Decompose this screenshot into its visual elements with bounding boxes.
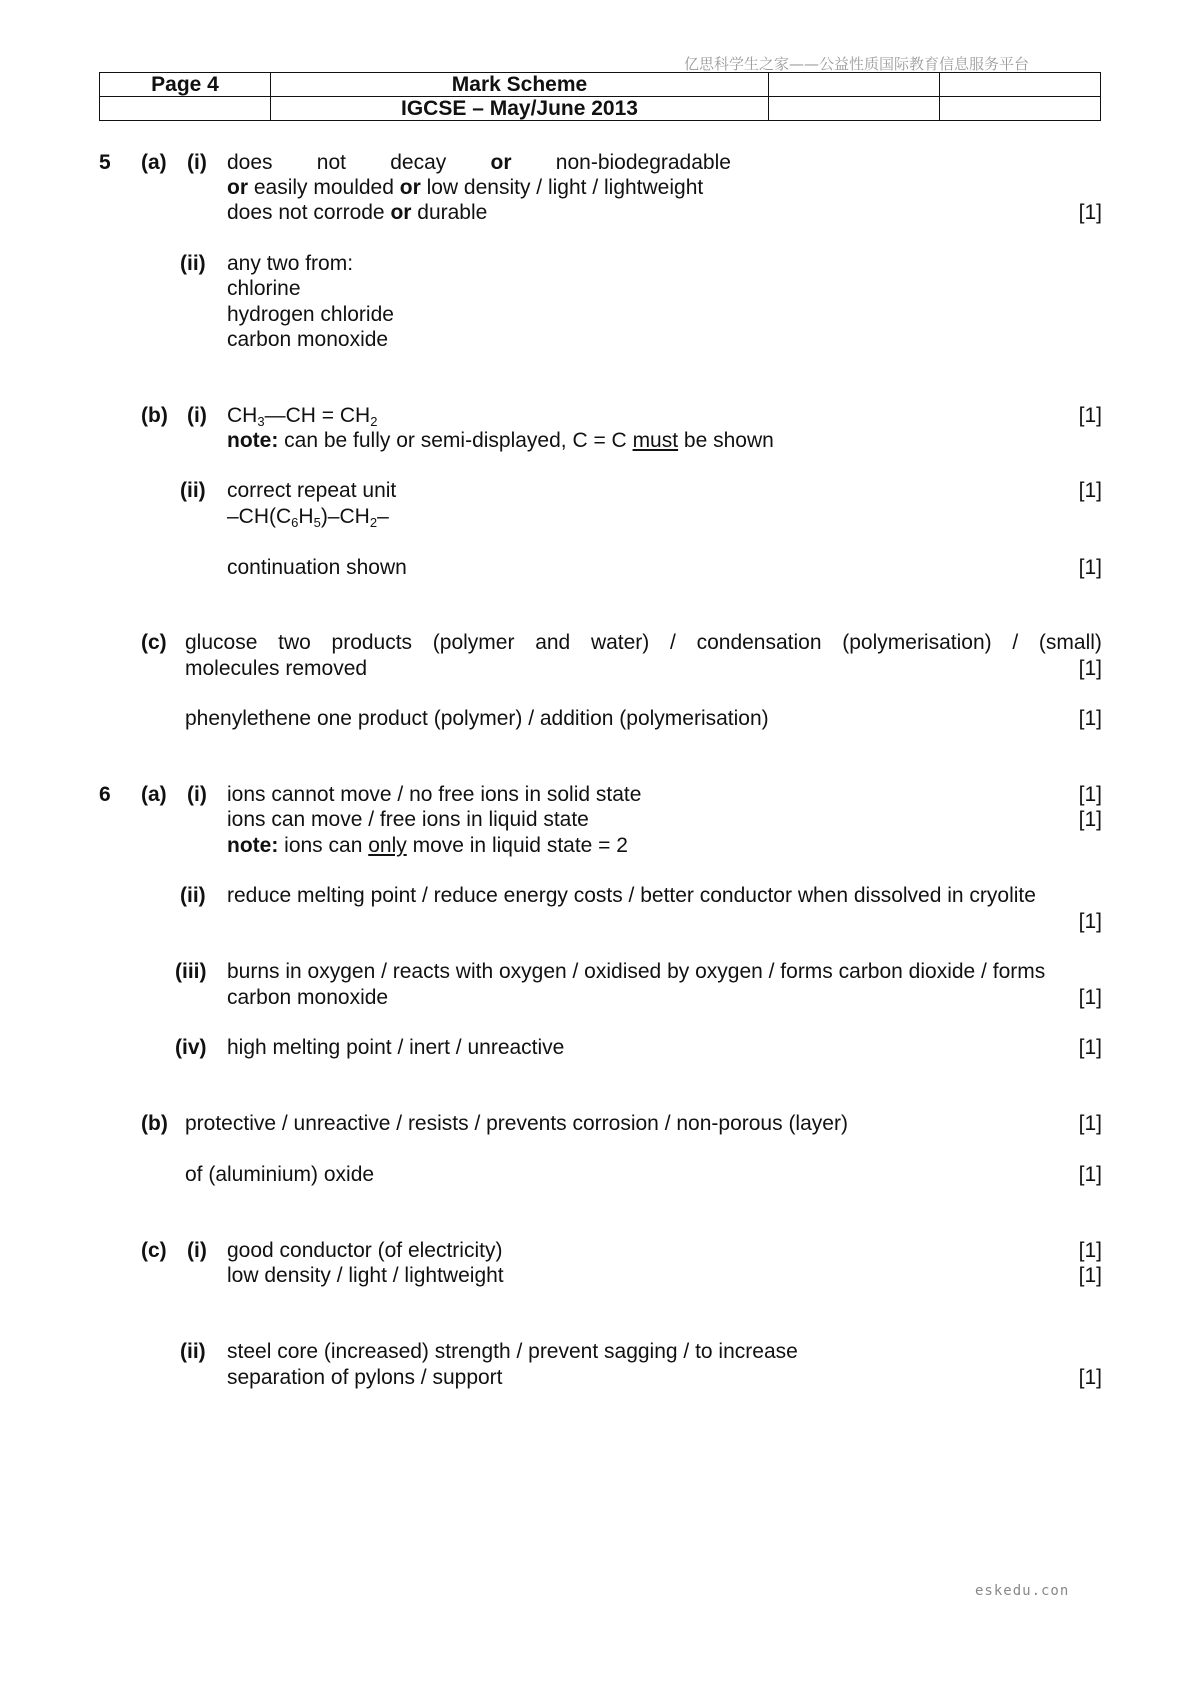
mark: [1] <box>1078 479 1102 502</box>
subpart-label: (i) <box>187 404 207 427</box>
question-number: 6 <box>99 783 111 806</box>
part-label: (b) <box>141 1112 168 1135</box>
note-underlined: must <box>632 429 679 452</box>
subpart-label: (i) <box>187 151 207 174</box>
note-underlined: only <box>368 834 407 857</box>
chemical-formula <box>227 504 389 530</box>
formula-subscript: 2 <box>369 515 378 530</box>
subpart-label: (i) <box>187 1239 207 1262</box>
answer-line <box>185 630 1102 656</box>
answer-line: correct repeat unit <box>227 479 397 502</box>
answer-word: non-biodegradable <box>555 151 731 174</box>
formula-subscript: 5 <box>313 515 321 530</box>
note-label: note: <box>227 834 279 857</box>
answer-word: products <box>331 631 413 654</box>
watermark: 亿思科学生之家——公益性质国际教育信息服务平台 <box>684 55 1030 73</box>
mark: [1] <box>1078 910 1102 933</box>
subpart-label: (i) <box>187 783 207 806</box>
keyword-or: or <box>390 201 412 224</box>
subpart-label: (iv) <box>175 1036 207 1059</box>
note-text: ions can <box>278 834 369 857</box>
subpart-label: (iii) <box>175 960 207 983</box>
answer-line: molecules removed <box>185 657 368 680</box>
answer-word: (polymer <box>432 631 515 654</box>
answer-line: carbon monoxide <box>227 986 389 1009</box>
answer-line: protective / unreactive / resists / prevents corrosion / non-porous (layer) <box>185 1112 848 1135</box>
answer-text: easily moulded <box>248 176 400 199</box>
mark: [1] <box>1078 1036 1102 1059</box>
mark: [1] <box>1078 986 1102 1009</box>
subpart-label: (ii) <box>180 884 206 907</box>
header-empty-cell <box>100 97 271 121</box>
answer-word: does <box>227 151 273 174</box>
subpart-label: (ii) <box>180 252 206 275</box>
answer-line: ions cannot move / no free ions in solid state <box>227 783 642 806</box>
answer-line: separation of pylons / support <box>227 1366 503 1389</box>
mark: [1] <box>1078 783 1102 806</box>
answer-line: phenylethene one product (polymer) / addition (polymerisation) <box>185 707 769 730</box>
mark: [1] <box>1078 1112 1102 1135</box>
formula-subscript: 2 <box>370 414 378 429</box>
subpart-label: (ii) <box>180 479 206 502</box>
chemical-formula <box>227 403 377 429</box>
note-line <box>227 833 628 859</box>
header-empty-cell <box>940 97 1101 121</box>
subpart-label: (ii) <box>180 1340 206 1363</box>
answer-word: not <box>316 151 346 174</box>
answer-line <box>227 200 487 226</box>
answer-line: hydrogen chloride <box>227 303 394 326</box>
mark: [1] <box>1078 707 1102 730</box>
mark: [1] <box>1078 556 1102 579</box>
formula-subscript: 3 <box>257 414 265 429</box>
answer-word: condensation <box>696 631 822 654</box>
header-title: Mark Scheme <box>271 73 769 97</box>
answer-word: two <box>278 631 311 654</box>
part-label: (a) <box>141 151 167 174</box>
formula-subscript: 6 <box>291 515 299 530</box>
answer-line: reduce melting point / reduce energy costs / better conductor when dissolved in cryolite <box>227 884 1036 907</box>
answer-line: burns in oxygen / reacts with oxygen / oxidised by oxygen / forms carbon dioxide / forms <box>227 960 1046 983</box>
note-label: note: <box>227 429 279 452</box>
exam-session: IGCSE – May/June 2013 <box>271 97 769 121</box>
answer-line: chlorine <box>227 277 301 300</box>
mark: [1] <box>1078 808 1102 831</box>
answer-line: low density / light / lightweight <box>227 1264 504 1287</box>
answer-word: or <box>490 151 512 174</box>
answer-text: low density / light / lightweight <box>420 176 704 199</box>
answer-word: (polymerisation) <box>842 631 992 654</box>
formula-part: )–CH <box>320 505 370 528</box>
header-table <box>99 72 1101 121</box>
answer-line: high melting point / inert / unreactive <box>227 1036 565 1059</box>
mark: [1] <box>1078 201 1102 224</box>
formula-part: H <box>298 505 314 528</box>
answer-line: ions can move / free ions in liquid state <box>227 808 589 831</box>
mark: [1] <box>1078 404 1102 427</box>
answer-line: continuation shown <box>227 556 407 579</box>
header-empty-cell <box>769 97 940 121</box>
page-number: Page 4 <box>100 73 271 97</box>
note-text: be shown <box>678 429 774 452</box>
mark: [1] <box>1078 1264 1102 1287</box>
answer-word: / <box>670 631 676 654</box>
answer-word: water) <box>590 631 650 654</box>
answer-line <box>227 150 731 176</box>
note-text: can be fully or semi-displayed, C = C <box>278 429 633 452</box>
answer-line: carbon monoxide <box>227 328 389 351</box>
formula-part: —CH = CH <box>264 404 371 427</box>
keyword-or: or <box>227 176 248 199</box>
question-number: 5 <box>99 151 111 174</box>
formula-part: –CH(C <box>227 505 292 528</box>
footer-url: eskedu.con <box>975 1583 1070 1599</box>
answer-text: durable <box>411 201 488 224</box>
mark: [1] <box>1078 657 1102 680</box>
formula-part: CH <box>227 404 258 427</box>
answer-word: decay <box>390 151 447 174</box>
answer-line: of (aluminium) oxide <box>185 1163 375 1186</box>
answer-line: good conductor (of electricity) <box>227 1239 503 1262</box>
keyword-or: or <box>399 176 421 199</box>
answer-text: does not corrode <box>227 201 391 224</box>
note-text: move in liquid state = 2 <box>406 834 628 857</box>
mark: [1] <box>1078 1163 1102 1186</box>
note-line <box>227 428 774 454</box>
part-label: (c) <box>141 1239 167 1262</box>
header-empty-cell <box>769 73 940 97</box>
answer-word: glucose <box>185 631 258 654</box>
part-label: (c) <box>141 631 167 654</box>
answer-word: and <box>535 631 571 654</box>
answer-word: / <box>1012 631 1019 654</box>
mark: [1] <box>1078 1239 1102 1262</box>
answer-line <box>227 175 703 201</box>
answer-line: any two from: <box>227 252 354 275</box>
formula-part: – <box>377 505 389 528</box>
header-empty-cell <box>940 73 1101 97</box>
mark: [1] <box>1078 1366 1102 1389</box>
part-label: (b) <box>141 404 168 427</box>
part-label: (a) <box>141 783 167 806</box>
answer-word: (small) <box>1038 631 1102 654</box>
answer-line: steel core (increased) strength / prevent sagging / to increase <box>227 1340 798 1363</box>
